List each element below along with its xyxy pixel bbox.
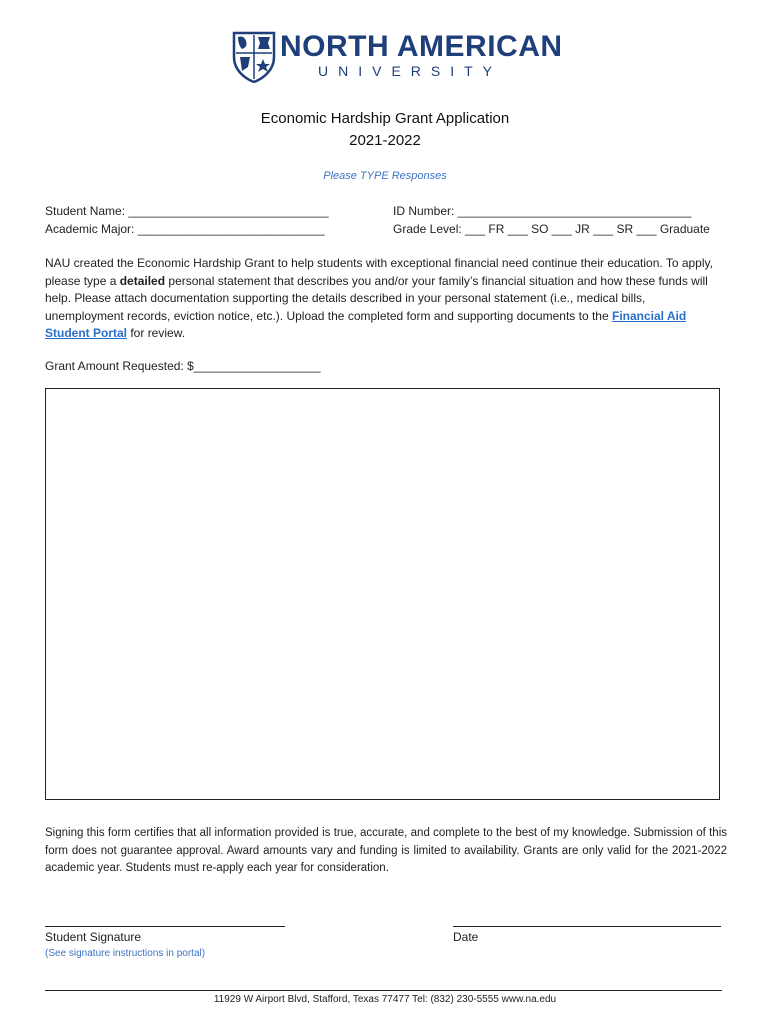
page-title: Economic Hardship Grant Application [260, 110, 510, 127]
logo-subname: UNIVERSITY [318, 63, 503, 79]
personal-statement-box[interactable] [45, 388, 720, 800]
page-year: 2021-2022 [349, 132, 421, 149]
student-name-field[interactable]: Student Name: ______________________________ [45, 204, 329, 218]
intro-paragraph [45, 255, 727, 343]
signature-note: (See signature instructions in portal) [45, 948, 206, 959]
financial-aid-portal-link[interactable]: Financial Aid Student Portal [45, 308, 687, 340]
intro-text-2: personal statement that describes you and/or your family’s financial situation and how these funds will help. Please attach documentation supporting the details described in your personal statement (i.e., medical bills, unemployment records, eviction notice, etc.). Upload the completed form and supporting documents to the [45, 273, 708, 323]
shield-crest-icon [232, 31, 276, 83]
grant-amount-field[interactable]: Grant Amount Requested: $___________________ [45, 359, 321, 373]
footer-address: 11929 W Airport Blvd, Stafford, Texas 77477 Tel: (832) 230-5555 www.na.edu [213, 994, 557, 1005]
type-instruction: Please TYPE Responses [323, 170, 447, 182]
student-signature-label: Student Signature [45, 930, 142, 944]
signature-line[interactable] [45, 926, 285, 927]
grade-level-field[interactable]: Grade Level: ___ FR ___ SO ___ JR ___ SR ___ Graduate [393, 222, 710, 236]
date-label: Date [453, 930, 479, 944]
certification-text: Signing this form certifies that all information provided is true, accurate, and complete to the best of my knowledge. Submission of this form does not guarantee approval. Award amounts vary and funding is limited to availability. Grants are only valid for the 2021-2022 academic year. Students must re-apply each year for consideration. [45, 827, 727, 874]
intro-bold: detailed [119, 273, 166, 288]
academic-major-field[interactable]: Academic Major: ____________________________ [45, 222, 325, 236]
id-number-field[interactable]: ID Number: ___________________________________ [393, 204, 692, 218]
intro-text-1: NAU created the Economic Hardship Grant to help students with exceptional financial need continue their education. To apply, please type a [45, 256, 713, 288]
intro-text-3: for review. [127, 326, 186, 340]
footer-divider [45, 990, 722, 991]
logo-name: NORTH AMERICAN [280, 30, 563, 63]
date-line[interactable] [453, 926, 721, 927]
